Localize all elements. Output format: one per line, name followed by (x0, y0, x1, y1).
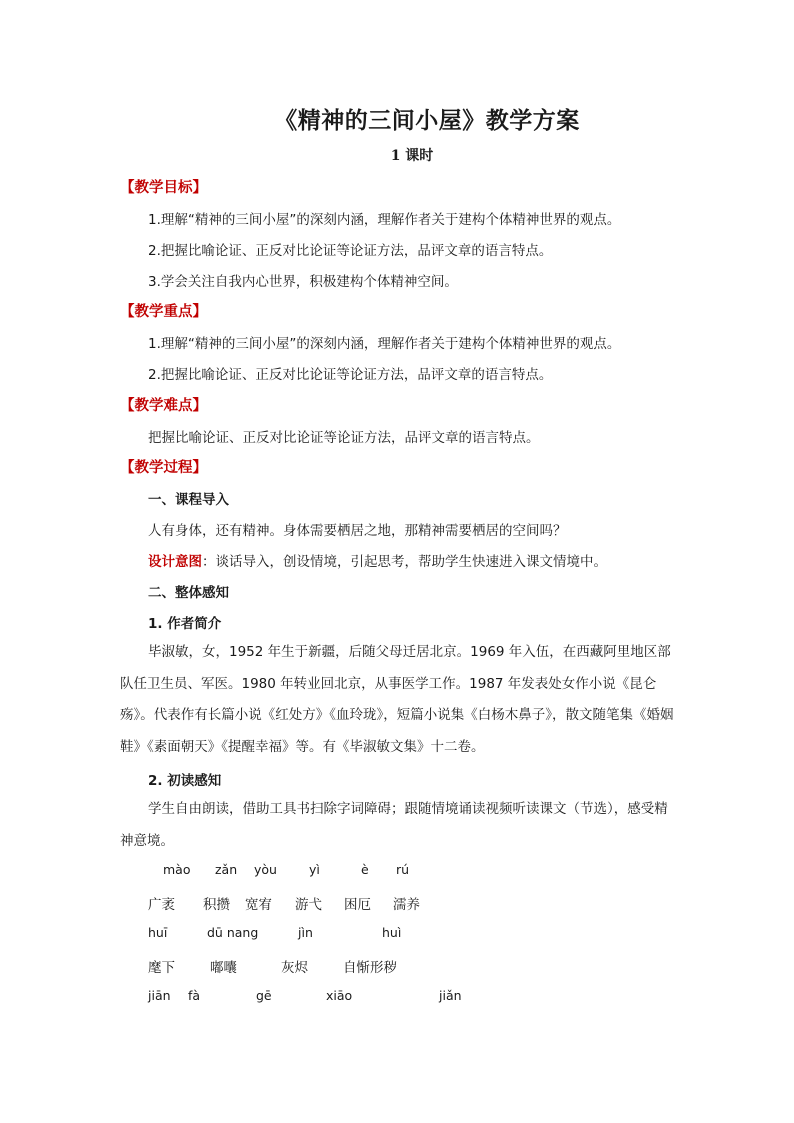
goal-item: 1.理解“精神的三间小屋”的深刻内涵，理解作者关于建构个体精神世界的观点。 (148, 212, 621, 228)
pinyin: zǎn (215, 862, 238, 877)
first-reading-text: 学生自由朗读，借助工具书扫除字词障碍；跟随情境诵读视频听读课文（节选），感受精神意境。 (120, 801, 668, 849)
key-point-item: 2.把握比喻论证、正反对比论证等论证方法，品评文章的语言特点。 (148, 367, 553, 383)
process-heading: 【教学过程】 (120, 460, 207, 476)
difficulty-text: 把握比喻论证、正反对比论证等论证方法，品评文章的语言特点。 (148, 430, 540, 446)
pinyin: huì (382, 925, 402, 940)
vocab-word: 灰烬 (281, 960, 308, 976)
design-intent-label: 设计意图 (148, 554, 202, 570)
pinyin: yòu (254, 862, 277, 877)
vocab-word: 游弋 (295, 897, 322, 913)
pinyin: xiāo (326, 988, 353, 1003)
vocab-word: 宽宥 (245, 897, 272, 913)
pinyin: è (361, 862, 369, 877)
key-point-item: 1.理解“精神的三间小屋”的深刻内涵，理解作者关于建构个体精神世界的观点。 (148, 336, 621, 352)
difficulties-heading: 【教学难点】 (120, 398, 207, 414)
pinyin: gē (256, 988, 272, 1003)
pinyin: dū nang (207, 925, 259, 940)
pinyin: jiǎn (439, 988, 462, 1003)
goal-item: 2.把握比喻论证、正反对比论证等论证方法，品评文章的语言特点。 (148, 243, 553, 259)
document-title: 《精神的三间小屋》教学方案 (274, 107, 580, 134)
author-intro-title: 1. 作者简介 (148, 616, 222, 632)
vocab-word: 麾下 (148, 960, 175, 976)
lesson-duration: 1 课时 (390, 148, 434, 164)
vocab-word: 积攒 (203, 897, 230, 913)
goals-heading: 【教学目标】 (120, 180, 207, 196)
pinyin: huī (148, 925, 168, 940)
vocab-word: 濡养 (393, 897, 420, 913)
key-points-heading: 【教学重点】 (120, 304, 207, 320)
pinyin: fà (188, 988, 201, 1003)
part1-text: 人有身体，还有精神。身体需要栖居之地，那精神需要栖居的空间吗？ (148, 523, 567, 539)
vocab-word: 自惭形秽 (343, 960, 397, 976)
vocab-word: 嘟囔 (210, 960, 237, 976)
pinyin: rú (396, 862, 410, 877)
part1-title: 一、课程导入 (148, 492, 229, 508)
pinyin: jiān (148, 988, 171, 1003)
part2-title: 二、整体感知 (148, 585, 229, 601)
goal-item: 3.学会关注自我内心世界，积极建构个体精神空间。 (148, 274, 458, 290)
design-intent (148, 550, 607, 570)
pinyin: mào (163, 862, 191, 877)
vocab-word: 广袤 (148, 897, 175, 913)
vocab-word: 困厄 (344, 897, 371, 913)
pinyin: jìn (298, 925, 313, 940)
design-intent-text: ：谈话导入，创设情境，引起思考，帮助学生快速进入课文情境中。 (202, 554, 607, 570)
first-reading-title: 2. 初读感知 (148, 773, 222, 789)
author-intro-text: 毕淑敏，女，1952 年生于新疆，后随父母迁居北京。1969 年入伍，在西藏阿里地区部队任卫生员、军医。1980 年转业回北京，从事医学工作。1987 年发表处女作小说《昆仑殇》。代表作有长篇小说《红处方》《血玲珑》，短篇小说集《白杨木鼻子》，散文随笔集《婚姻鞋》《素面朝天》《提醒幸福》等。有《毕淑敏文集》十二卷。 (120, 644, 674, 755)
pinyin: yì (309, 862, 320, 877)
